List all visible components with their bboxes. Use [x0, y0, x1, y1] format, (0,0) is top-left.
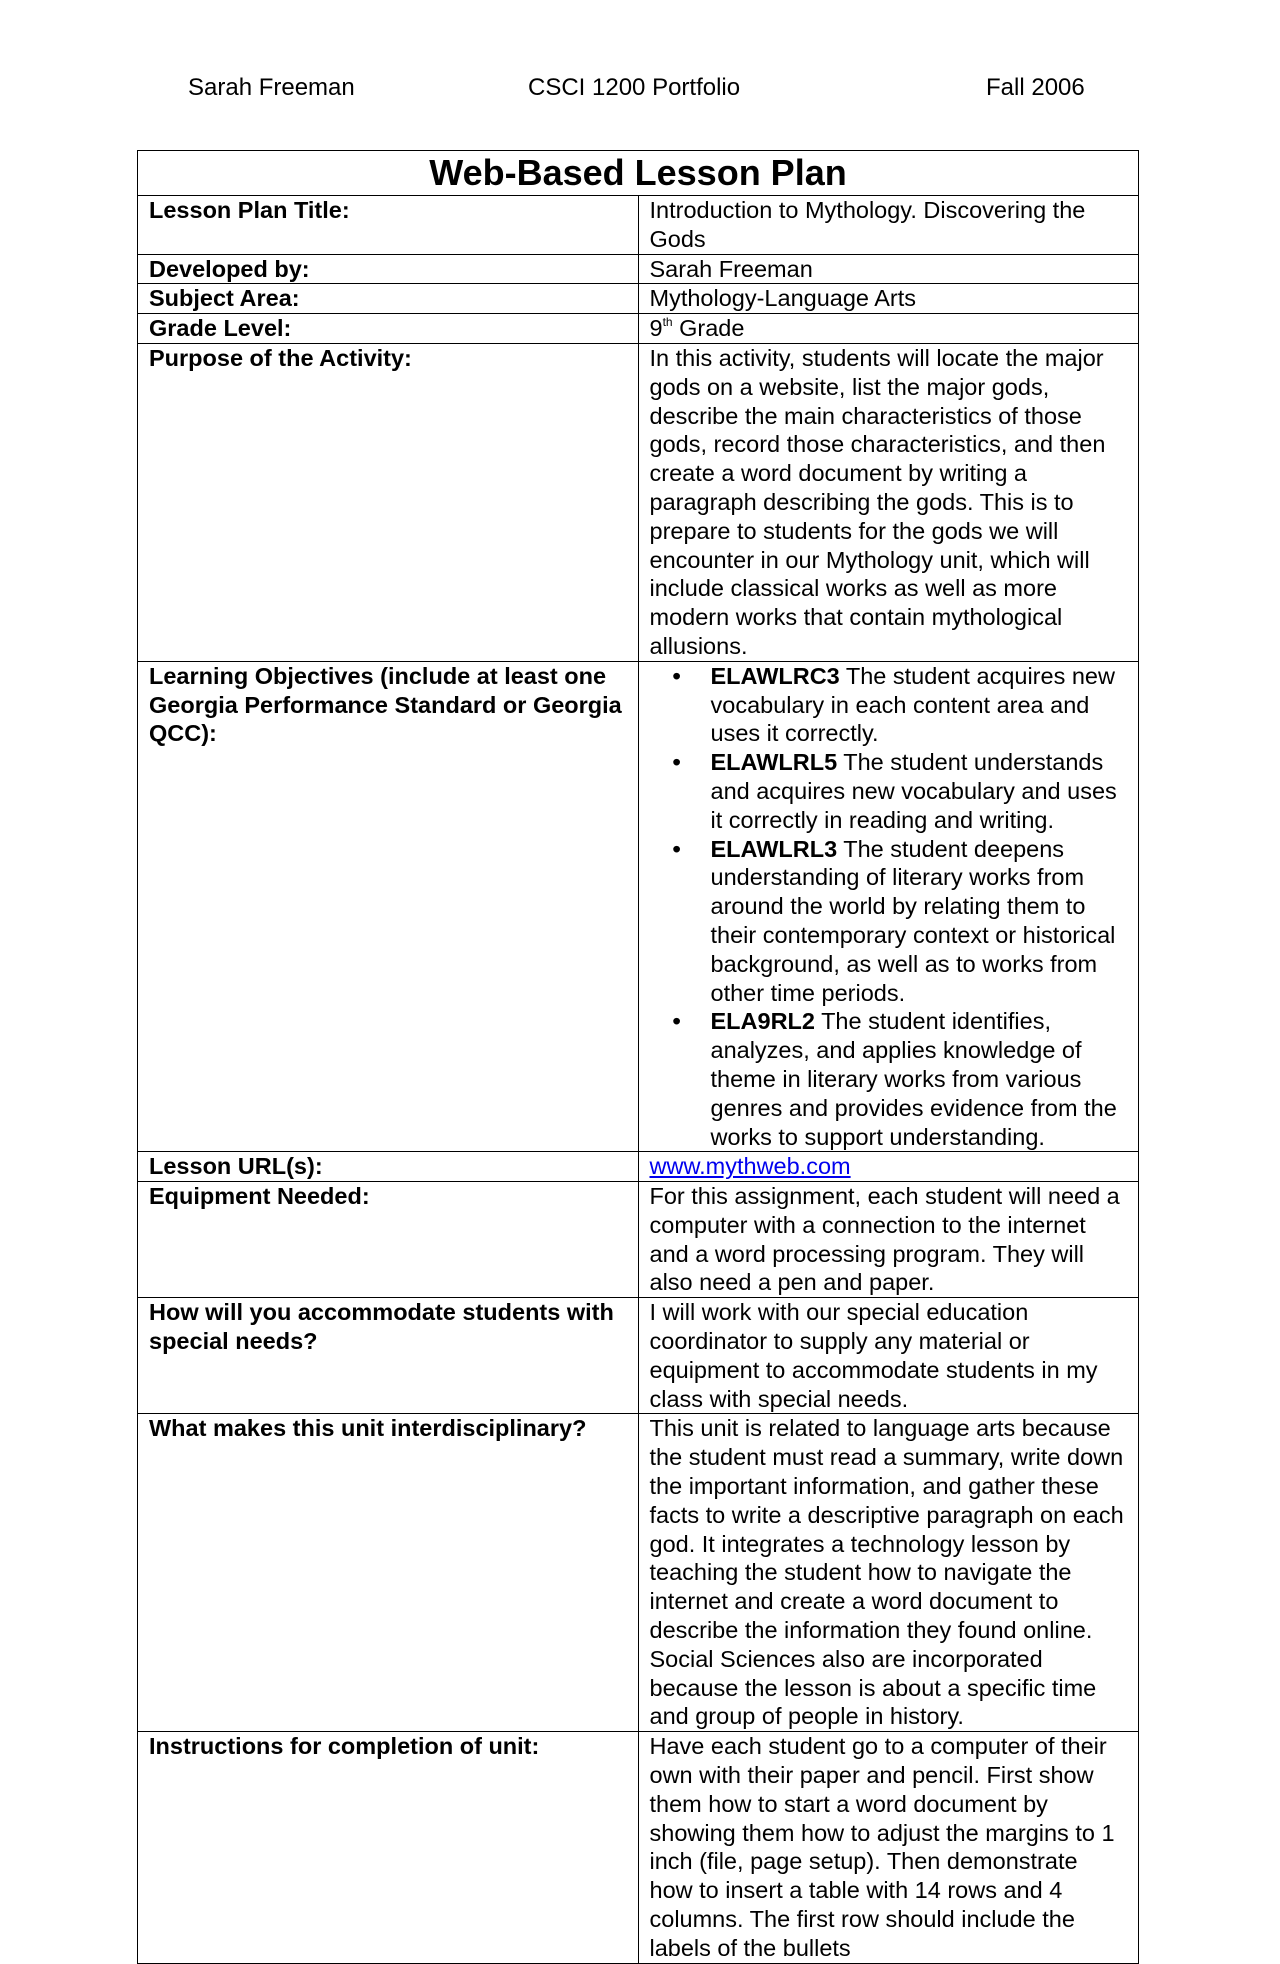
objective-item: [711, 748, 1128, 834]
value-subject: Mythology-Language Arts: [638, 284, 1139, 314]
row-interdisciplinary: [138, 1414, 1139, 1732]
row-instructions: [138, 1732, 1139, 1963]
objective-code: ELAWLRL5: [710, 749, 838, 776]
label-plan-title: Lesson Plan Title:: [138, 196, 639, 255]
row-equipment: [138, 1182, 1139, 1298]
label-instructions: Instructions for completion of unit:: [138, 1732, 639, 1963]
header-course: CSCI 1200 Portfolio: [528, 74, 741, 101]
label-equipment: Equipment Needed:: [138, 1182, 639, 1298]
objective-code: ELA9RL2: [710, 1008, 815, 1035]
objective-item: [711, 662, 1128, 748]
row-subject: [138, 284, 1139, 314]
row-purpose: [138, 343, 1139, 661]
label-developer: Developed by:: [138, 254, 639, 284]
label-objectives: Learning Objectives (include at least one Georgia Performance Standard or Georgia QCC):: [138, 661, 639, 1152]
grade-number: 9: [649, 315, 663, 342]
objective-text: The student acquires new vocabulary in each content area and uses it correctly.: [710, 662, 1115, 747]
label-url: Lesson URL(s):: [138, 1152, 639, 1182]
objective-text: The student identifies, analyzes, and applies knowledge of theme in literary works from various genres and provides evidence from the works to support understanding.: [710, 1008, 1117, 1150]
value-url: [638, 1152, 1139, 1182]
objectives-list: [650, 662, 1128, 1152]
value-plan-title: Introduction to Mythology. Discovering the Gods: [638, 196, 1139, 255]
lesson-plan-table: [137, 150, 1139, 1964]
objective-code: ELAWLRC3: [710, 662, 840, 689]
row-grade: [138, 314, 1139, 344]
page-header: [0, 74, 1280, 108]
objective-item: [711, 1007, 1128, 1151]
objective-text: The student understands and acquires new vocabulary and uses it correctly in reading and writing.: [710, 749, 1117, 833]
header-term: Fall 2006: [986, 74, 1085, 101]
objective-code: ELAWLRL3: [710, 835, 838, 862]
value-interdisciplinary: This unit is related to language arts because the student must read a summary, write down the important information, and gather these facts to write a descriptive paragraph on each god. It integrates a technology lesson by teaching the student how to navigate the internet and create a word document to describe the information they found online. Social Sciences also are incorporated because the lesson is about a specific time and group of people in history.: [638, 1414, 1139, 1732]
value-purpose: In this activity, students will locate the major gods on a website, list the major gods, describe the main characteristics of those gods, record those characteristics, and then create a word document by writing a paragraph describing the gods. This is to prepare to students for the gods we will encounter in our Mythology unit, which will include classical works as well as more modern works that contain mythological allusions.: [638, 343, 1139, 661]
label-subject: Subject Area:: [138, 284, 639, 314]
value-instructions: Have each student go to a computer of their own with their paper and pencil. First show them how to start a word document by showing them how to adjust the margins to 1 inch (file, page setup). Then demonstrate how to insert a table with 14 rows and 4 columns. The first row should include the labels of the bullets: [638, 1732, 1139, 1963]
lesson-url-link[interactable]: www.mythweb.com: [649, 1153, 851, 1180]
value-accommodate: I will work with our special education coordinator to supply any material or equipment to accommodate students in my class with special needs.: [638, 1298, 1139, 1414]
lesson-plan-heading: Web-Based Lesson Plan: [138, 151, 1139, 196]
row-objectives: [138, 661, 1139, 1152]
row-url: [138, 1152, 1139, 1182]
header-author: Sarah Freeman: [188, 74, 355, 101]
value-equipment: For this assignment, each student will need a computer with a connection to the internet and a word processing program. They will also need a pen and paper.: [638, 1182, 1139, 1298]
grade-suffix: th: [662, 315, 673, 330]
objective-text: The student deepens understanding of literary works from around the world by relating them to their contemporary context or historical background, as well as to works from other time periods.: [710, 835, 1116, 1006]
grade-word: Grade: [672, 315, 745, 342]
label-accommodate: How will you accommodate students with special needs?: [138, 1298, 639, 1414]
row-accommodate: [138, 1298, 1139, 1414]
row-plan-title: [138, 196, 1139, 255]
label-interdisciplinary: What makes this unit interdisciplinary?: [138, 1414, 639, 1732]
label-grade: Grade Level:: [138, 314, 639, 344]
row-developer: [138, 254, 1139, 284]
objective-item: [711, 835, 1128, 1008]
label-purpose: Purpose of the Activity:: [138, 343, 639, 661]
value-grade: [638, 314, 1139, 344]
value-objectives: [638, 661, 1139, 1152]
value-developer: Sarah Freeman: [638, 254, 1139, 284]
